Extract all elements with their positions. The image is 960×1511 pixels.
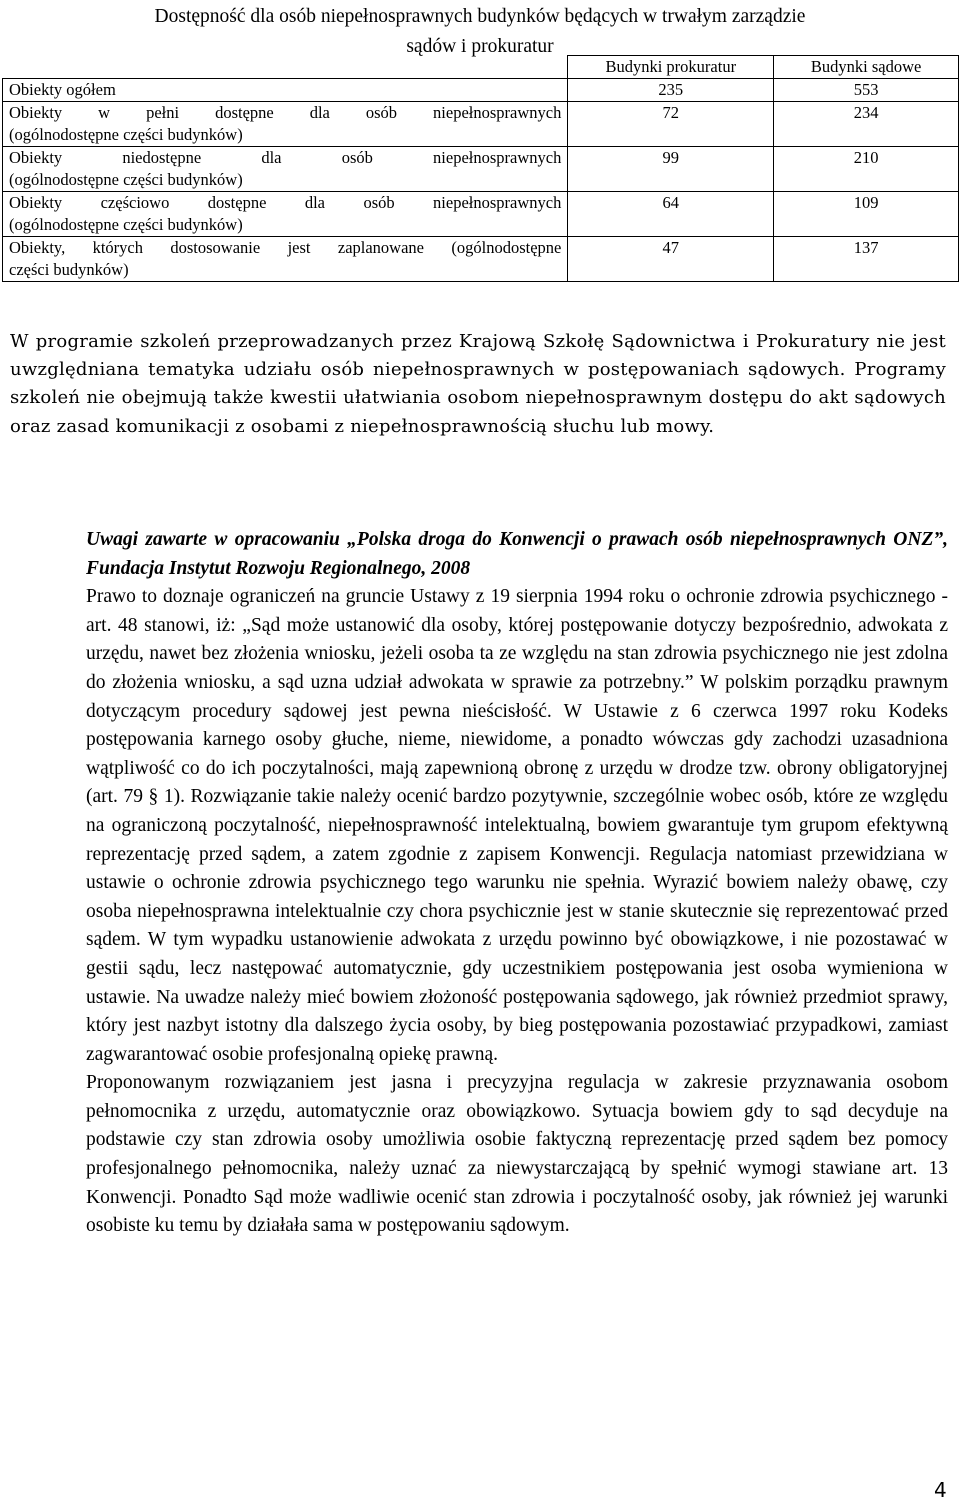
accessibility-table [2, 55, 959, 282]
row-label-line-2: (ogólnodostępne części budynków) [9, 125, 243, 144]
row-label [3, 192, 568, 237]
row-label: Obiekty ogółem [3, 79, 568, 102]
section-paragraph: Prawo to doznaje ograniczeń na gruncie Ustawy z 19 sierpnia 1994 roku o ochronie zdrowia psychicznego - art. 48 stanowi, iż: „Sąd może ustanowić dla osoby, której postępowanie dotyczy bezpośrednio, adwokata z urzędu, nawet bez złożenia wniosku, jeżeli osoba ta ze względu na stan zdrowia psychicznego nie jest zdolna do złożenia wniosku, a sąd uzna udział adwokata w sprawie za potrzebny.” W polskim porządku prawnym dotyczącym procedury sądowej jest pewna nieścisłość. W Ustawie z 6 czerwca 1997 roku Kodeks postępowania karnego osoby głuche, nieme, niewidome, a ponadto wówczas gdy zachodzi uzasadniona wątpliwość co do ich poczytalności, mają zapewnioną obronę z urzędu w drodze tzw. obrony obligatoryjnej (art. 79 § 1). Rozwiązanie takie należy ocenić bardzo pozytywnie, szczególnie wobec osób, które ze względu na ograniczoną poczytalność, niepełnosprawność intelektualną, bowiem gwarantuje tym grupom efektywną reprezentację przed sądem, a zatem zgodnie z zapisem Konwencji. Regulacja natomiast przewidziana w ustawie o ochronie zdrowia psychicznego tego warunku nie spełnia. Wyrazić bowiem należy obawę, czy osoba niepełnosprawna intelektualnie czy chora psychicznie jest w stanie skutecznie się reprezentować przed sądem. W tym wypadku ustanowienie adwokata z urzędu powinno być obowiązkowe, i nie pozostawać w gestii sądu, lecz następować automatycznie, gdy uczestnikiem postępowania jest osoba wymieniona w ustawie. Na uwadze należy mieć bowiem złożoność postępowania sądowego, jak również przedmiot sprawy, który jest nazbyt istotny dla dalszego życia osoby, by bieg postępowania pozostawiać przypadkowi, zamiast zagwarantować osobie profesjonalną opiekę prawną. [86, 586, 948, 1065]
training-paragraph: W programie szkoleń przeprowadzanych przez Krajową Szkołę Sądownictwa i Prokuratury nie jest uwzględniana tematyka udziału osób niepełnosprawnych w postępowaniach sądowych. Programy szkoleń nie obejmują także kwestii ułatwiania osobom niepełnosprawnym dostępu do akt sądowych oraz zasad komunikacji z osobami z niepełnosprawnością słuchu lub mowy. [10, 331, 946, 437]
section-paragraph: Proponowanym rozwiązaniem jest jasna i precyzyjna regulacja w zakresie przyznawania osobom pełnomocnika z urzędu, automatycznie oraz obowiązkowo. Sytuacja bowiem gdy to sąd decyduje na podstawie czy stan zdrowia osoby umożliwia osobie faktyczną reprezentację przed sądem bez pomocy profesjonalnego pełnomocnika, należy uznać za niewystarczającą by spełnić wymogi stawiane art. 13 Konwencji. Ponadto Sąd może wadliwie ocenić stan zdrowia i poczytalność osoby, jak również jej warunki osobiste ku temu by działała sama w postępowaniu sądowym. [86, 1072, 948, 1237]
cell-sadowe: 234 [774, 102, 959, 147]
table-row [3, 147, 959, 192]
table-row [3, 79, 959, 102]
document-title [0, 2, 960, 62]
row-label-line-1: Obiekty niedostępne dla osób niepełnosprawnych [9, 148, 562, 167]
section-heading: Uwagi zawarte w opracowaniu „Polska droga do Konwencji o prawach osób niepełnosprawnych ONZ”, Fundacja Instytut Rozwoju Regionalnego, 2008 [86, 529, 948, 579]
table-header-row [3, 56, 959, 79]
cell-prokuratury: 72 [568, 102, 774, 147]
table-row [3, 192, 959, 237]
title-line-2: sądów i prokuratur [406, 36, 554, 57]
table-row [3, 102, 959, 147]
cell-sadowe: 109 [774, 192, 959, 237]
row-label [3, 237, 568, 282]
table-row [3, 237, 959, 282]
cell-sadowe: 210 [774, 147, 959, 192]
row-label [3, 102, 568, 147]
cell-sadowe: 137 [774, 237, 959, 282]
row-label-line-2: części budynków) [9, 260, 129, 279]
cell-sadowe: 553 [774, 79, 959, 102]
column-header-sadowe: Budynki sądowe [774, 56, 959, 79]
row-label-line-1: Obiekty w pełni dostępne dla osób niepełnosprawnych [9, 103, 562, 122]
title-line-1: Dostępność dla osób niepełnosprawnych budynków będących w trwałym zarządzie [154, 6, 806, 27]
row-label-line-2: (ogólnodostępne części budynków) [9, 215, 243, 234]
remarks-section [86, 526, 948, 1241]
cell-prokuratury: 47 [568, 237, 774, 282]
row-label-line-1: Obiekty częściowo dostępne dla osób niepełnosprawnych [9, 193, 562, 212]
row-label-line-2: (ogólnodostępne części budynków) [9, 170, 243, 189]
column-header-prokuratury: Budynki prokuratur [568, 56, 774, 79]
row-label-line-1: Obiekty, których dostosowanie jest zaplanowane (ogólnodostępne [9, 238, 562, 257]
page-number: 4 [934, 1478, 947, 1502]
row-label [3, 147, 568, 192]
cell-prokuratury: 99 [568, 147, 774, 192]
cell-prokuratury: 235 [568, 79, 774, 102]
cell-prokuratury: 64 [568, 192, 774, 237]
